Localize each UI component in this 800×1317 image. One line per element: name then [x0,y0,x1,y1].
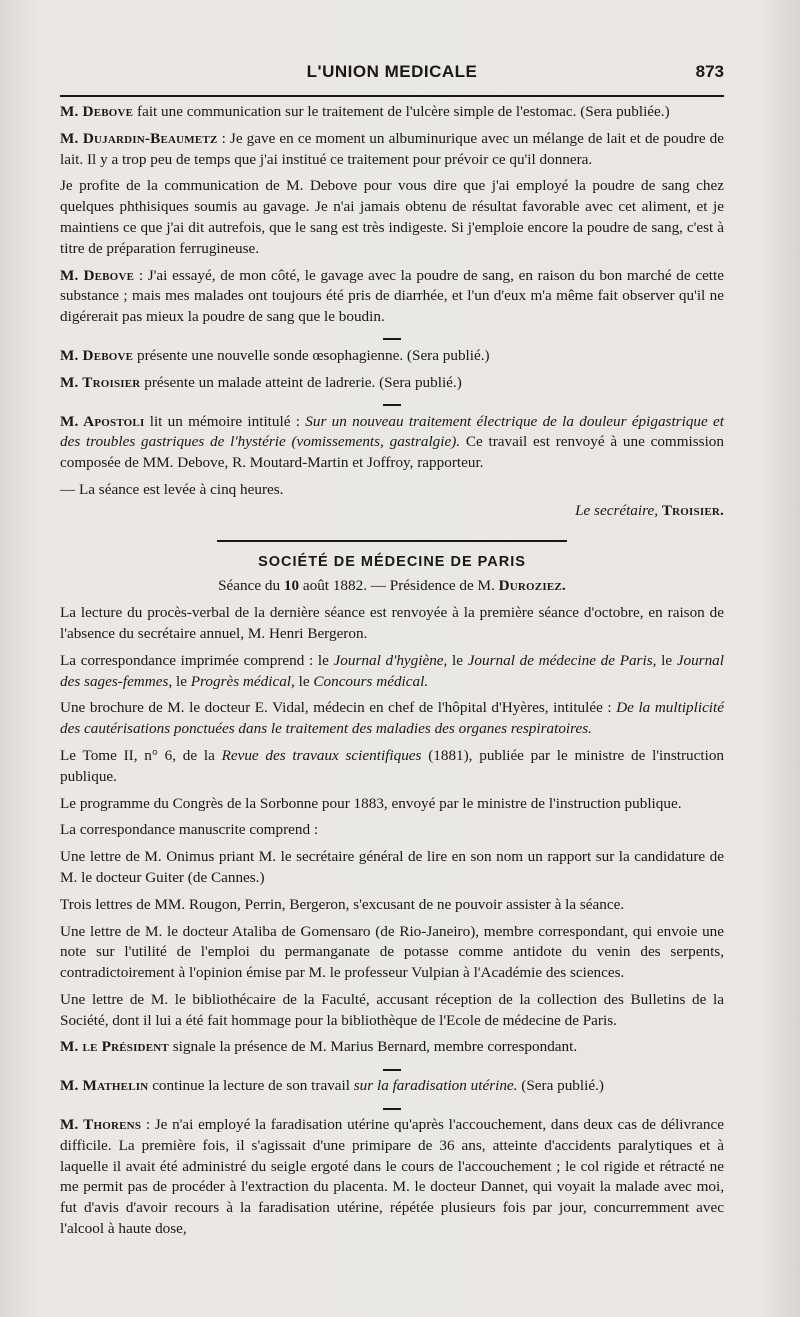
speaker-name: M. Apostoli [60,412,145,430]
review-title: Revue des travaux scientifiques [221,746,422,764]
session-date: 10 [283,577,300,595]
paragraph-debove-gavage [60,266,724,328]
speaker-name: M. le Président [60,1038,169,1056]
paragraph-text: continue la lecture de son travail [148,1077,354,1095]
paragraph-brochure-vidal [60,698,724,740]
paragraph-troisier [60,373,724,394]
header-rule [60,95,724,97]
paragraph-text: , le [168,672,191,690]
speaker-name: M. Debove [60,266,135,284]
separator-dash [60,400,724,410]
paragraph-debove-ulcere [60,102,724,123]
paragraph-text: : Je gave en ce moment un albuminurique avec un mélange de lait et de poudre de lait. Il y a trop peu de temps que j'ai institué ce traitement pour prévoir ce qu'il donnera. [60,129,724,168]
paragraph-text: Une brochure de M. le docteur E. Vidal, médecin en chef de l'hôpital d'Hyères, intitulée : [60,699,617,717]
separator-dash [60,334,724,344]
paragraph-text: La correspondance manuscrite comprend : [60,821,319,839]
running-title: L'UNION MEDICALE [306,62,478,81]
paragraph-correspondance-manuscrite [60,820,724,841]
journal-title: Journal de médecine de Paris [467,651,653,669]
paragraph-text: Trois lettres de MM. Rougon, Perrin, Bergeron, s'excusant de ne pouvoir assister à la séance. [60,895,625,913]
paragraph-bibliothecaire [60,990,724,1032]
paragraph-text: Je profite de la communication de M. Debove pour vous dire que j'ai employé la poudre de sang chez quelques phthisiques soumis au gavage. Je n'ai jamais obtenu de résultat favorable avec cet aliment, et je maintiens ce que j'ai dit autrefois, que le sang est très indigeste. Si j'emploie encore la poudre de sang, c'est à titre de préparation ferrugineuse. [60,177,724,257]
page-body [60,102,724,1246]
journal-title: Journal d'hygiène [333,651,444,669]
paragraph-text: — La séance est levée à cinq heures. [60,480,284,498]
paragraph-poudre-sang [60,176,724,259]
speaker-name: M. Dujardin-Beaumetz [60,129,218,147]
session-text: Séance du [218,577,284,595]
journal-title: Journal des sages-femmes [60,651,724,690]
session-line [60,576,724,597]
speaker-name: M. Debove [60,346,134,364]
paragraph-text: signale la présence de M. Marius Bernard, membre correspondant. [168,1038,578,1056]
paragraph-trois-lettres [60,895,724,916]
section-rule [217,540,567,542]
paragraph-text: , le [291,672,314,690]
journal-title: Concours médical. [313,672,429,690]
paragraph-mathelin [60,1076,724,1097]
session-text: août 1882. — Présidence de M. [299,577,499,595]
speaker-name: M. Troisier [60,373,141,391]
secretary-signature [60,501,724,522]
paragraph-text: présente une nouvelle sonde œsophagienne. (Sera publié.) [133,346,490,364]
paragraph-text: Une lettre de M. Onimus priant M. le secrétaire général de lire en son nom un rapport sur la candidature de M. le docteur Guiter (de Cannes.) [60,848,724,886]
separator-dash [60,1064,724,1074]
paragraph-tome-ii [60,746,724,788]
paragraph-text: La correspondance imprimée comprend : le [60,651,334,669]
paragraph-text: (1881), publiée par le ministre de l'instruction publique. [60,746,725,785]
speaker-name: M. Debove [60,103,134,120]
section-title: SOCIÉTÉ DE MÉDECINE DE PARIS [258,553,526,570]
brochure-title: De la multiplicité des cautérisations ponctuées dans le traitement des maladies des organes respiratoires. [60,699,724,738]
paragraph-onimus [60,847,724,889]
page-number: 873 [695,62,724,81]
paragraph-correspondance-imprimee [60,651,724,693]
page-header [60,60,724,90]
paragraph-thorens [60,1115,724,1240]
paragraph-text: lit un mémoire intitulé : [144,412,306,430]
paragraph-text: Une lettre de M. le docteur Ataliba de Gomensaro (de Rio-Janeiro), membre correspondant, qui envoie une note sur l'utilité de l'emploi du permanganate de potasse comme antidote du venin des serpents, contradictoirement à l'opinion émise par M. le professeur Vulpian à l'Académie des sciences. [60,922,724,982]
signature-role: Le secrétaire, [575,501,659,519]
paragraph-text: , le [652,651,677,669]
paragraph-text: , le [443,651,468,669]
paragraph-programme-congres [60,794,724,815]
paragraph-text: (Sera publié.) [517,1077,604,1095]
speaker-name: M. Thorens [60,1116,142,1134]
paragraph-text: Une lettre de M. le bibliothécaire de la Faculté, accusant réception de la collection des Bulletins de la Société, dont il lui a été fait hommage pour la bibliothèque de l'Ecole de médecine de Paris. [60,990,724,1029]
paragraph-text: Le programme du Congrès de la Sorbonne pour 1883, envoyé par le ministre de l'instruction publique. [60,794,682,812]
paragraph-seance-levee [60,480,724,501]
paragraph-text: Le Tome II, n° 6, de la [60,746,222,764]
memoir-title: Sur un nouveau traitement électrique de la douleur épigastrique et des troubles gastriques de l'hystérie (vomissements, gastralgie). [60,412,724,451]
separator-dash [60,1103,724,1113]
paragraph-gomensaro [60,922,724,984]
paragraph-proces-verbal [60,603,724,645]
paragraph-president [60,1037,724,1058]
paragraph-apostoli [60,412,724,474]
paragraph-text: La lecture du procès-verbal de la dernière séance est renvoyée à la première séance d'octobre, en raison de l'absence du secrétaire annuel, M. Henri Bergeron. [60,604,724,642]
paragraph-text: fait une communication sur le traitement de l'ulcère simple de l'estomac. (Sera publiée.) [133,103,670,120]
paragraph-text: Ce travail est renvoyé à une commission composée de MM. Debove, R. Moutard-Martin et Joffroy, rapporteur. [60,433,724,472]
paragraph-text: présente un malade atteint de ladrerie. (Sera publié.) [140,373,462,391]
speaker-name: M. Mathelin [60,1077,149,1095]
paragraph-debove-sonde [60,346,724,367]
paragraph-text: : J'ai essayé, de mon côté, le gavage avec la poudre de sang, en raison du bon marché de cette substance ; mais mes malades ont toujours été pris de diarrhée, et l'un d'eux m'a même fait observer qu'il ne digérerait pas mieux la poudre de sang que le boudin. [60,266,724,326]
paragraph-text: : Je n'ai employé la faradisation utérine qu'après l'accouchement, dans deux cas de délivrance difficile. La première fois, il s'agissait d'une primipare de 36 ans, atteinte d'accidents paralytiques et à laquelle il avait été administré du seigle ergoté dans le cours de l'accouchement ; le col rigide et rétracté ne me permit pas de procéder à l'extraction du placenta. M. le docteur Dannet, qui voyait la malade avec moi, fut d'avis d'avoir recours à la faradisation utérine, répétée plusieurs fois par jour, concurremment avec l'alcool à haute dose, [60,1116,724,1238]
paragraph-dujardin [60,129,724,171]
work-title: sur la faradisation utérine. [353,1077,518,1095]
session-president: Duroziez. [498,577,566,595]
signature-name: Troisier. [661,501,724,519]
journal-title: Progrès médical [190,672,292,690]
